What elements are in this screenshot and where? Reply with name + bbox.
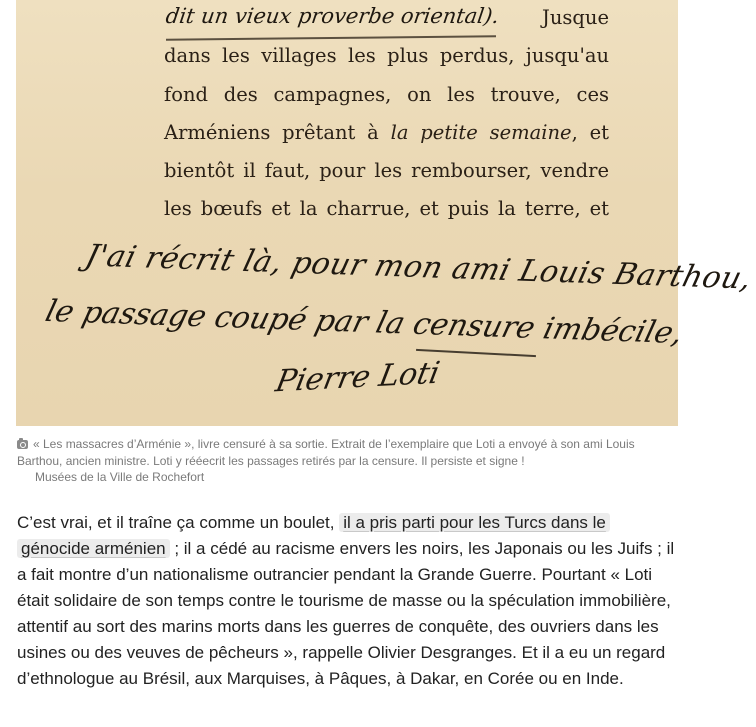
handwritten-signature: Pierre Loti [272, 355, 443, 400]
handwritten-annotation-top: dit un vieux proverbe oriental). [164, 4, 501, 28]
photo-credit: Musées de la Ville de Rochefort [35, 470, 205, 484]
article-paragraph [17, 510, 677, 692]
paragraph-text-start: C’est vrai, et il traîne ça comme un boulet, [17, 513, 340, 532]
printed-line: les bœufs et la charrue, et puis la terre, et [164, 197, 609, 220]
caption-text: « Les massacres d’Arménie », livre censuré à sa sortie. Extrait de l’exemplaire que Loti a envoyé à son ami Louis Barthou, ancien ministre. Loti y rééecrit les passages retirés par la censure. Il persiste et signe ! [17, 437, 635, 468]
printed-italic-phrase: la petite semaine [390, 121, 572, 144]
camera-icon [17, 440, 28, 449]
printed-line: Jusque [542, 6, 609, 29]
book-page-scan [16, 0, 756, 426]
printed-line-end: , et [571, 121, 610, 144]
handwritten-dedication-line-2: le passage coupé par la censure imbécile, [41, 294, 687, 351]
printed-line: fond des campagnes, on les trouve, ces [164, 83, 609, 106]
image-caption [17, 436, 657, 486]
printed-line: bientôt il faut, pour les rembourser, vendre [164, 159, 609, 182]
printed-line: dans les villages les plus perdus, jusqu'au [164, 44, 609, 67]
genocide-article-link[interactable]: il a pris parti pour les Turcs dans le génocide arménien [17, 513, 610, 558]
handwritten-underline [166, 35, 496, 40]
handwritten-dedication-line-1: J'ai récrit là, pour mon ami Louis Barthou, [81, 238, 756, 297]
printed-line-start: Arméniens prêtant à [164, 121, 391, 144]
printed-line [164, 121, 609, 144]
article-body [17, 510, 677, 692]
paragraph-text-rest: ; il a cédé au racisme envers les noirs, les Japonais ou les Juifs ; il a fait montre d’un nationalisme outrancier pendant la Grande Guerre. Pourtant « Loti était solidaire de son temps contre le tourisme de masse ou la spéculation immobilière, attentif au sort des marins morts dans les guerres de conquête, des ouvriers dans les usines ou des veuves de pêcheurs », rappelle Olivier Desgranges. Et il a eu un regard d’ethnologue au Brésil, aux Marquises, à Pâques, à Dakar, en Corée ou en Inde. [17, 539, 675, 688]
